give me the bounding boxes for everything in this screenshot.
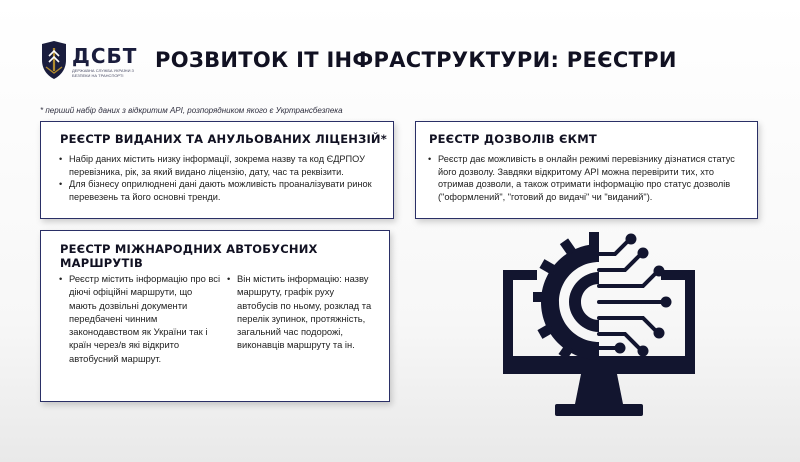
list-item: • Набір даних містить низку інформації, зокрема назву та код ЄДРПОУ перевізника, рік, за який видано ліцензію, дату, час та реквізити. — [59, 153, 385, 178]
list-item: • Для бізнесу оприлюднені дані дають можливість проаналізувати ринок перевезень та його основні тренди. — [59, 178, 385, 203]
bus-routes-registry-card — [40, 230, 390, 402]
logo-brand: ДСБТ — [72, 44, 138, 68]
bullet-list — [59, 153, 385, 203]
logo-subtitle: ДЕРЖАВНА СЛУЖБА УКРАЇНИ З БЕЗПЕКИ НА ТРАНСПОРТІ — [72, 68, 134, 78]
computer-gear-circuit-icon — [493, 226, 705, 438]
card-title: РЕЄСТР МІЖНАРОДНИХ АВТОБУСНИХ МАРШРУТІВ — [60, 242, 318, 270]
shield-logo-icon — [40, 40, 68, 80]
licenses-registry-card — [40, 121, 394, 219]
list-item: • Він містить інформацію: назву маршруту, графік руху автобусів по ньому, розклад та перелік зупинок, протяжність, загальний час подорожі, виконавців маршруту та ін. — [227, 272, 377, 352]
bullet-column-left — [59, 272, 221, 365]
list-item: • Реєстр містить інформацію про всі діючі офіційні маршрути, що мають дозвільні документи передбачені чинним законодавством як України так і країн через/в які відкрито автобусний маршрут. — [59, 272, 221, 365]
page-title: РОЗВИТОК ІТ ІНФРАСТРУКТУРИ: РЕЄСТРИ — [155, 48, 677, 72]
footnote: * перший набір даних з відкритим API, розпорядником якого є Укртрансбезпека — [40, 106, 343, 115]
card-title: РЕЄСТР ВИДАНИХ ТА АНУЛЬОВАНИХ ЛІЦЕНЗІЙ* — [60, 132, 387, 146]
bullet-list — [428, 153, 750, 203]
list-item: • Реєстр дає можливість в онлайн режимі перевізнику дізнатися статус його дозволу. Завдяки відкритому API можна перевірити тих, хто отримав дозволи, а також отримати інформацію про статус дозволів ("оформлений", "готовий до видачі" чи "виданий"). — [428, 153, 750, 203]
logo — [40, 40, 138, 84]
bullet-column-right — [227, 272, 377, 352]
ecmt-registry-card — [415, 121, 758, 219]
card-title: РЕЄСТР ДОЗВОЛІВ ЄКМТ — [429, 132, 597, 146]
